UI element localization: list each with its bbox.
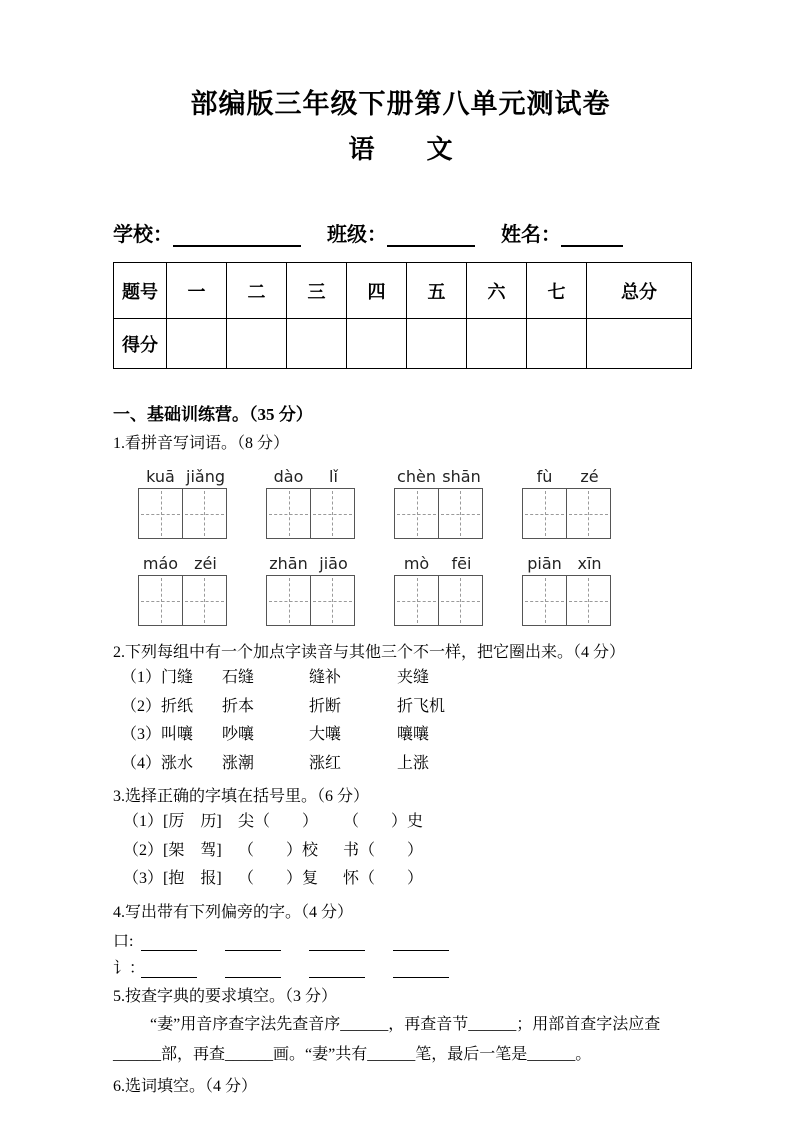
pinyin-syllable: lǐ xyxy=(329,467,338,486)
fill-blank[interactable] xyxy=(393,931,449,951)
fill-blank[interactable] xyxy=(141,931,197,951)
score-table-score-row xyxy=(114,319,692,369)
score-cell[interactable] xyxy=(167,319,227,369)
word-group-row xyxy=(121,721,688,750)
question-3-text: 3.选择正确的字填在括号里。（6 分） xyxy=(113,788,370,805)
question-6-text: 6.选词填空。（4 分） xyxy=(113,1077,258,1095)
writing-cell[interactable] xyxy=(522,488,567,539)
pinyin-syllable: dào xyxy=(273,467,304,486)
choice-options: （1）[厉 历] xyxy=(123,813,222,830)
score-cell[interactable] xyxy=(407,319,467,369)
question-1-text: 1.看拼音写词语。（8 分） xyxy=(113,435,290,452)
pinyin-syllable: fù xyxy=(536,467,553,486)
radical-fill-row xyxy=(113,951,688,978)
col-header-7: 七 xyxy=(527,263,587,319)
choice-phrase[interactable]: （ ）校 xyxy=(238,841,319,859)
word-item: （1）门缝 xyxy=(121,669,194,686)
fill-blank[interactable] xyxy=(393,958,449,978)
score-cell[interactable] xyxy=(227,319,287,369)
word-group-row xyxy=(121,750,688,779)
dictionary-fill-line-1: “妻”用音序查字法先查音序______，再查音节______；用部首查字法应查 xyxy=(150,1015,661,1033)
word-item: 上涨 xyxy=(397,754,430,772)
pinyin-group xyxy=(394,467,484,539)
word-group-row xyxy=(121,693,688,722)
word-item: 涨潮 xyxy=(222,754,255,772)
pinyin-syllable: kuā xyxy=(146,467,175,486)
dictionary-fill-line-2: ______部，再查______画。“妻”共有______笔，最后一笔是______。 xyxy=(113,1045,592,1063)
col-header-4: 四 xyxy=(347,263,407,319)
writing-cell[interactable] xyxy=(522,575,567,626)
pinyin-syllable: fēi xyxy=(451,554,472,573)
score-label: 得分 xyxy=(114,319,167,369)
writing-cell[interactable] xyxy=(310,575,355,626)
school-label: 学校： xyxy=(113,224,173,246)
writing-cell[interactable] xyxy=(438,488,483,539)
pinyin-syllable: zéi xyxy=(194,554,217,573)
writing-cell[interactable] xyxy=(394,488,439,539)
fill-blank[interactable] xyxy=(141,958,197,978)
pinyin-syllable: zhān xyxy=(269,554,308,573)
fill-blank[interactable] xyxy=(225,931,281,951)
writing-cell[interactable] xyxy=(394,575,439,626)
word-item: 折本 xyxy=(222,697,255,715)
writing-cell[interactable] xyxy=(266,488,311,539)
writing-cell[interactable] xyxy=(182,575,227,626)
writing-cell[interactable] xyxy=(138,575,183,626)
character-choice-row xyxy=(123,808,688,837)
subject-title: 语 文 xyxy=(348,135,453,164)
section-1-heading: 一、基础训练营。（35 分） xyxy=(113,405,313,424)
pinyin-syllable: xīn xyxy=(577,554,602,573)
score-cell[interactable] xyxy=(467,319,527,369)
writing-cell[interactable] xyxy=(566,575,611,626)
score-cell-total[interactable] xyxy=(587,319,692,369)
word-item: 涨红 xyxy=(309,754,342,772)
choice-phrase[interactable]: 书（ ） xyxy=(343,841,424,859)
pinyin-row-2 xyxy=(138,554,688,626)
radical-fill-row xyxy=(113,924,688,951)
col-header-5: 五 xyxy=(407,263,467,319)
writing-cell[interactable] xyxy=(182,488,227,539)
writing-cell[interactable] xyxy=(310,488,355,539)
writing-cell[interactable] xyxy=(138,488,183,539)
choice-phrase[interactable]: （ ）史 xyxy=(343,813,424,830)
student-info xyxy=(113,218,688,247)
pinyin-syllable: jiāo xyxy=(319,554,348,573)
score-table-header-row xyxy=(114,263,692,319)
col-header-3: 三 xyxy=(287,263,347,319)
choice-phrase[interactable]: 怀（ ） xyxy=(343,870,424,887)
word-item: 嚷嚷 xyxy=(397,726,430,743)
choice-options: （3）[抱 报] xyxy=(123,870,222,887)
pinyin-group xyxy=(522,467,612,539)
word-item: 吵嚷 xyxy=(222,726,255,743)
word-item: 缝补 xyxy=(309,669,342,686)
pinyin-group xyxy=(138,554,228,626)
pinyin-syllable: piān xyxy=(527,554,562,573)
pinyin-syllable: jiǎng xyxy=(186,467,225,486)
pinyin-group xyxy=(522,554,612,626)
score-cell[interactable] xyxy=(287,319,347,369)
score-cell[interactable] xyxy=(527,319,587,369)
word-item: （3）叫嚷 xyxy=(121,726,194,743)
question-number-label: 题号 xyxy=(114,263,167,319)
score-table xyxy=(113,262,692,369)
class-label: 班级： xyxy=(327,224,387,246)
word-item: 折断 xyxy=(309,697,342,715)
school-blank[interactable] xyxy=(173,223,301,247)
character-choice-row xyxy=(123,865,688,894)
pinyin-syllable: shān xyxy=(442,467,481,486)
pinyin-group xyxy=(394,554,484,626)
writing-cell[interactable] xyxy=(438,575,483,626)
radical-label: 口: xyxy=(113,932,134,950)
col-header-6: 六 xyxy=(467,263,527,319)
word-item: （4）涨水 xyxy=(121,754,194,772)
character-choice-row xyxy=(123,837,688,866)
question-5-text: 5.按查字典的要求填空。（3 分） xyxy=(113,987,338,1005)
name-label: 姓名： xyxy=(501,224,561,246)
pinyin-syllable: chèn xyxy=(397,467,436,486)
word-item: 折飞机 xyxy=(397,697,446,715)
word-item: 夹缝 xyxy=(397,669,430,686)
col-header-total: 总分 xyxy=(587,263,692,319)
score-cell[interactable] xyxy=(347,319,407,369)
name-blank[interactable] xyxy=(561,223,623,247)
pinyin-writing-area xyxy=(113,467,688,626)
fill-blank[interactable] xyxy=(225,958,281,978)
pinyin-syllable: máo xyxy=(142,554,179,573)
word-item: （2）折纸 xyxy=(121,697,194,715)
pinyin-syllable: mò xyxy=(403,554,430,573)
pinyin-syllable: zé xyxy=(580,467,599,486)
choice-options: （2）[架 驾] xyxy=(123,841,222,859)
word-item: 石缝 xyxy=(222,669,255,686)
class-blank[interactable] xyxy=(387,223,475,247)
writing-cell[interactable] xyxy=(266,575,311,626)
fill-blank[interactable] xyxy=(309,958,365,978)
pinyin-group xyxy=(138,467,228,539)
question-2-text: 2.下列每组中有一个加点字读音与其他三个不一样，把它圈出来。（4 分） xyxy=(113,644,626,661)
radical-label: 讠： xyxy=(113,959,146,977)
choice-phrase[interactable]: 尖（ ） xyxy=(238,813,319,830)
writing-cell[interactable] xyxy=(566,488,611,539)
word-group-row xyxy=(121,664,688,693)
word-item: 大嚷 xyxy=(309,726,342,743)
col-header-2: 二 xyxy=(227,263,287,319)
col-header-1: 一 xyxy=(167,263,227,319)
question-4-text: 4.写出带有下列偏旁的字。（4 分） xyxy=(113,903,354,921)
pinyin-group xyxy=(266,554,356,626)
fill-blank[interactable] xyxy=(309,931,365,951)
pinyin-group xyxy=(266,467,356,539)
pinyin-row-1 xyxy=(138,467,688,539)
choice-phrase[interactable]: （ ）复 xyxy=(238,870,319,887)
page-title: 部编版三年级下册第八单元测试卷 xyxy=(190,89,611,119)
